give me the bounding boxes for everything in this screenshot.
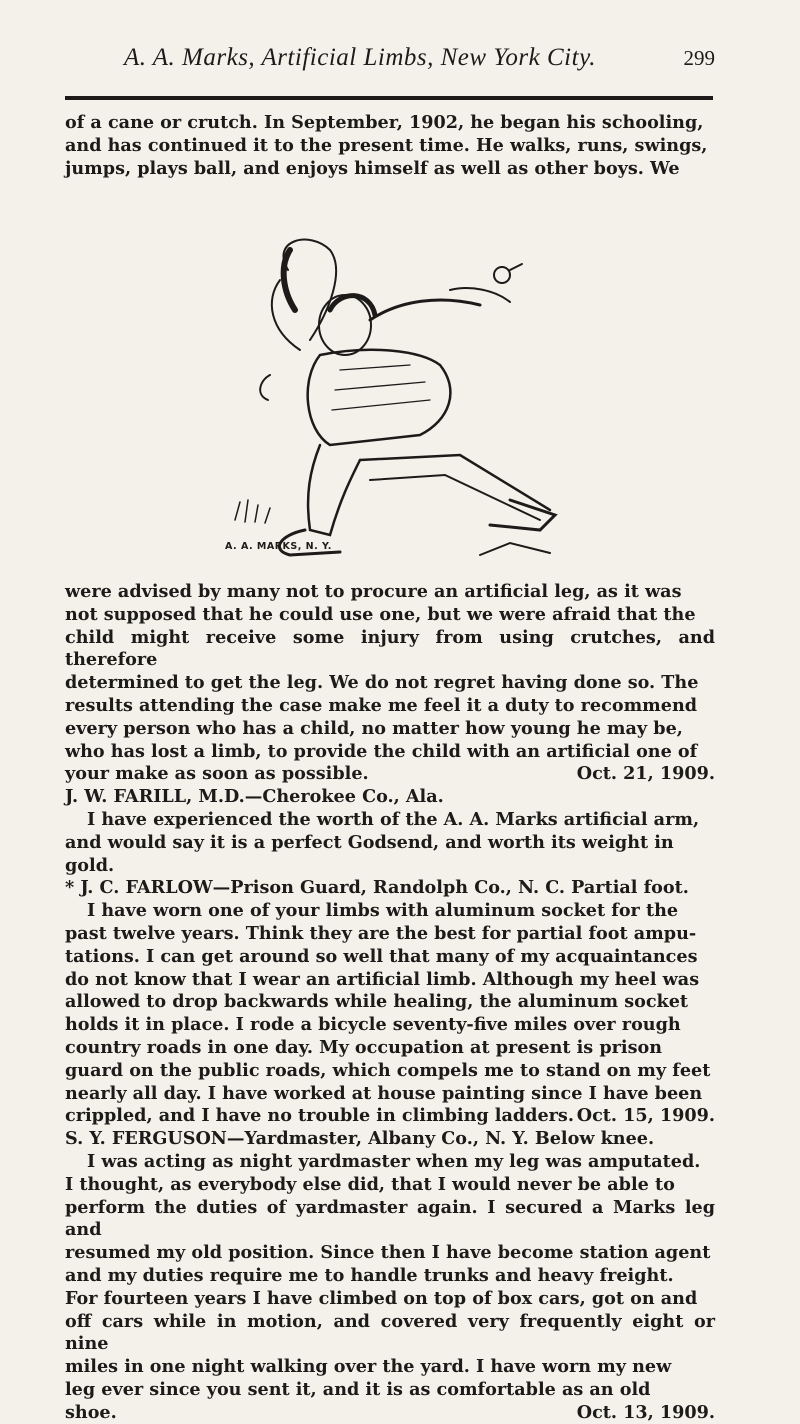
- text-line: past twelve years. Think they are the best for partial foot ampu-: [65, 922, 697, 944]
- text-line: off cars while in motion, and covered very frequently eight or nine: [65, 1310, 715, 1355]
- signoff-line: [65, 763, 715, 786]
- text-line: do not know that I wear an artificial limb. Although my heel was: [65, 968, 700, 990]
- signoff-line: [65, 1402, 715, 1424]
- text-line: were advised by many not to procure an artificial leg, as it was: [65, 581, 682, 602]
- text-line: who has lost a limb, to provide the child with an artificial one of: [65, 740, 698, 762]
- letter-date: Oct. 13, 1909.: [576, 1401, 715, 1423]
- text-line: of a cane or crutch. In September, 1902, he began his schooling,: [65, 112, 704, 133]
- running-boy-illustration: [210, 230, 570, 570]
- testimonial-heading: S. Y. FERGUSON—Yardmaster, Albany Co., N. Y. Below knee.: [65, 1128, 655, 1150]
- text-line: nearly all day. I have worked at house painting since I have been: [65, 1082, 703, 1104]
- illustration-caption: A. A. MARKS, N. Y.: [225, 541, 332, 552]
- text-line: not supposed that he could use one, but we were afraid that the: [65, 603, 696, 625]
- running-title: A. A. Marks, Artificial Limbs, New York City.: [123, 44, 597, 71]
- text-line: miles in one night walking over the yard. I have worn my new: [65, 1356, 672, 1378]
- testimonial-heading: J. W. FARILL, M.D.—Cherokee Co., Ala.: [65, 786, 444, 808]
- letter-date: Oct. 15, 1909.: [576, 1105, 715, 1127]
- text-line: country roads in one day. My occupation at present is prison: [65, 1036, 663, 1058]
- text-line: I thought, as everybody else did, that I would never be able to: [65, 1173, 675, 1195]
- text-line: and would say it is a perfect Godsend, and worth its weight in: [65, 831, 674, 853]
- text-line: and has continued it to the present time. He walks, runs, swings,: [65, 134, 708, 156]
- text-line: leg ever since you sent it, and it is as comfortable as an old: [65, 1378, 651, 1400]
- text-line: determined to get the leg. We do not regret having done so. The: [65, 672, 699, 694]
- text-line: guard on the public roads, which compels me to stand on my feet: [65, 1059, 711, 1081]
- text-line: crippled, and I have no trouble in climbing ladders.: [65, 1105, 574, 1127]
- text-line: resumed my old position. Since then I have become station agent: [65, 1242, 711, 1264]
- text-line: child might receive some injury from using crutches, and therefore: [65, 626, 715, 671]
- text-line: holds it in place. I rode a bicycle seventy-five miles over rough: [65, 1014, 681, 1036]
- text-line: results attending the case make me feel it a duty to recommend: [65, 694, 698, 716]
- testimonial-heading: * J. C. FARLOW—Prison Guard, Randolph Co., N. C. Partial foot.: [65, 877, 689, 899]
- header-rule: [65, 96, 713, 100]
- letter-date: Oct. 21, 1909.: [576, 763, 715, 785]
- text-line: perform the duties of yardmaster again. I secured a Marks leg and: [65, 1196, 715, 1241]
- text-line: every person who has a child, no matter how young he may be,: [65, 717, 683, 739]
- continuation-paragraph: [65, 581, 715, 1424]
- text-line: tations. I can get around so well that many of my acquaintances: [65, 945, 698, 967]
- signoff-line: [65, 1105, 715, 1128]
- text-line: and my duties require me to handle trunks and heavy freight.: [65, 1264, 674, 1286]
- text-line: allowed to drop backwards while healing, the aluminum socket: [65, 991, 689, 1013]
- running-header: [65, 44, 715, 84]
- text-line: I have worn one of your limbs with aluminum socket for the: [87, 900, 679, 922]
- text-line: shoe.: [65, 1401, 117, 1423]
- text-line: your make as soon as possible.: [65, 763, 369, 785]
- text-line: jumps, plays ball, and enjoys himself as well as other boys. We: [65, 157, 680, 179]
- text-line: gold.: [65, 854, 115, 876]
- top-paragraph: [65, 112, 715, 180]
- text-line: I was acting as night yardmaster when my leg was amputated.: [87, 1150, 701, 1172]
- text-line: For fourteen years I have climbed on top of box cars, got on and: [65, 1287, 698, 1309]
- text-line: I have experienced the worth of the A. A. Marks artificial arm,: [87, 808, 700, 830]
- page-number: 299: [683, 46, 715, 70]
